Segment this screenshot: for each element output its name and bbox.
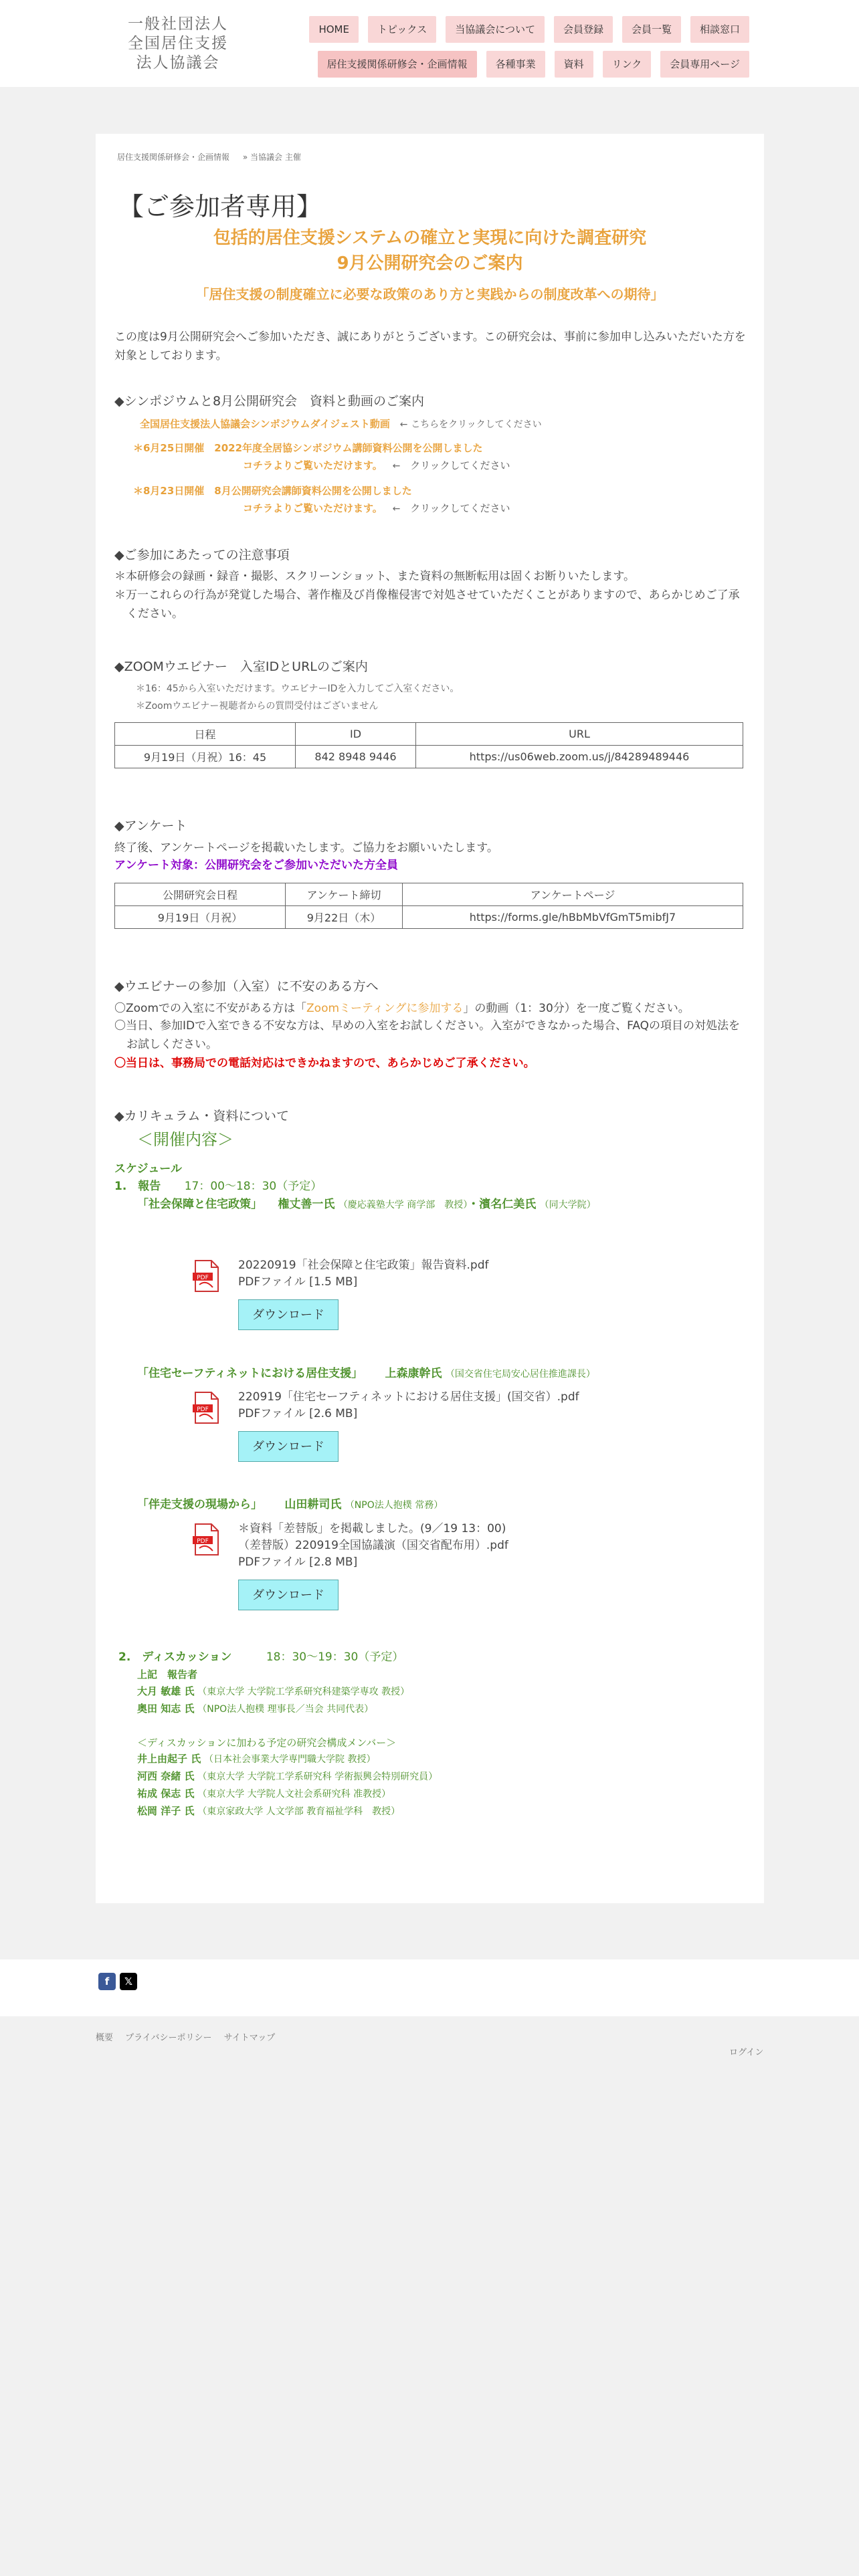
symposium-heading: ◆シンポジウムと8月公開研究会 資料と動画のご案内 bbox=[114, 394, 425, 409]
nav-seminars[interactable]: 居住支援関係研修会・企画情報 bbox=[318, 51, 477, 78]
symposium-item bbox=[140, 415, 775, 434]
member-name: 祐成 保志 氏 bbox=[137, 1788, 195, 1800]
pdf-file-icon bbox=[191, 1259, 221, 1293]
talk-1-header bbox=[137, 1195, 773, 1214]
discussion-time: 18：30〜19：30（予定） bbox=[266, 1650, 404, 1664]
separator: ・ bbox=[468, 1198, 480, 1211]
file-name-link[interactable]: 20220919「社会保障と住宅政策」報告資料.pdf bbox=[238, 1259, 489, 1272]
report-time: 17：00〜18：30（予定） bbox=[184, 1180, 322, 1193]
participant-affiliation: （NPO法人抱樸 理事長／当会 共同代表） bbox=[197, 1704, 374, 1715]
main-content bbox=[96, 134, 764, 1903]
member bbox=[137, 1786, 773, 1803]
table-header-row bbox=[115, 723, 743, 746]
curriculum-heading: ◆カリキュラム・資料について bbox=[114, 1109, 290, 1123]
member-name: 松岡 洋子 氏 bbox=[137, 1805, 195, 1817]
content-title: ＜開催内容＞ bbox=[137, 1130, 233, 1149]
talk-3-header bbox=[137, 1495, 773, 1515]
table-header: アンケート締切 bbox=[286, 883, 403, 906]
schedule-label: スケジュール bbox=[114, 1162, 182, 1176]
speaker-affiliation: （NPO法人抱樸 常務） bbox=[345, 1500, 444, 1511]
footer-links bbox=[96, 2030, 284, 2043]
footer-link-overview[interactable]: 概要 bbox=[96, 2033, 114, 2043]
page-title: 【ご参加者専用】 bbox=[118, 192, 322, 221]
participant bbox=[137, 1701, 773, 1718]
member-affiliation: （東京家政大学 人文学部 教育福祉学科 教授） bbox=[197, 1806, 401, 1817]
member bbox=[137, 1803, 773, 1820]
breadcrumb-item[interactable]: » 当協議会 主催 bbox=[242, 152, 301, 162]
file-size: PDFファイル [1.5 MB] bbox=[238, 1275, 358, 1289]
nav-member-registration[interactable]: 会員登録 bbox=[554, 16, 613, 43]
file-size: PDFファイル [2.6 MB] bbox=[238, 1407, 358, 1420]
nav-projects[interactable]: 各種事業 bbox=[486, 51, 545, 78]
notice-line: ＊本研修会の録画・録音・撮影、スクリーンショット、また資料の無断転用は固くお断りいたします。 bbox=[114, 570, 636, 583]
link-note: クリックしてください bbox=[410, 502, 510, 514]
anxiety-line bbox=[114, 999, 750, 1018]
pdf-file-icon bbox=[191, 1523, 221, 1556]
participant-affiliation: （東京大学 大学院工学系研究科建築学専攻 教授） bbox=[197, 1687, 410, 1697]
survey-heading: ◆アンケート bbox=[114, 819, 187, 833]
notice-line: ＊万一これらの行為が発覚した場合、著作権及び肖像権侵害で対処させていただくことがありますので、あらかじめご了承ください。 bbox=[114, 588, 740, 621]
member bbox=[137, 1751, 773, 1768]
arrow-icon: ← bbox=[392, 504, 401, 514]
symposium-item bbox=[243, 499, 859, 518]
symposium-item bbox=[133, 439, 769, 457]
site-logo[interactable] bbox=[124, 15, 231, 73]
nav-topics[interactable]: トピックス bbox=[368, 16, 436, 43]
member-name: 井上由起子 氏 bbox=[137, 1753, 201, 1765]
footer-link-privacy[interactable]: プライバシーポリシー bbox=[125, 2033, 212, 2043]
table-header-row bbox=[115, 883, 743, 906]
zoom-heading: ◆ZOOMウエビナー 入室IDとURLのご案内 bbox=[114, 659, 368, 674]
zoom-table bbox=[114, 722, 743, 768]
notice-heading: ◆ご参加にあたっての注意事項 bbox=[114, 548, 290, 562]
nav-members-only[interactable]: 会員専用ページ bbox=[660, 51, 749, 78]
symposium-item-title: ＊8月23日開催 8月公開研究会講師資料公開を公開しました bbox=[133, 485, 412, 497]
nav-consultation[interactable]: 相談窓口 bbox=[690, 16, 749, 43]
anxiety-warning: 〇当日は、事務局での電話対応はできかねますので、あらかじめご了承ください。 bbox=[114, 1057, 535, 1070]
breadcrumb bbox=[117, 151, 312, 163]
speaker-name: 上森康幹氏 bbox=[385, 1367, 442, 1380]
talk-2-header bbox=[137, 1364, 773, 1384]
members-heading: ＜ディスカッションに加わる予定の研究会構成メンバー＞ bbox=[137, 1737, 397, 1749]
speaker-affiliation: （同大学院） bbox=[539, 1200, 596, 1210]
arrow-icon: ← bbox=[399, 419, 408, 430]
event-theme: 「居住支援の制度確立に必要な政策のあり方と実践からの制度改革への期待」 bbox=[195, 286, 664, 302]
logo-line: 全国居住支援 bbox=[128, 35, 228, 52]
symposium-item bbox=[133, 481, 769, 500]
x-icon[interactable]: 𝕏 bbox=[120, 1973, 137, 1990]
file-name-link[interactable]: （差替版）220919全国協議演（国交省配布用）.pdf bbox=[238, 1539, 508, 1552]
download-button[interactable]: ダウンロード bbox=[238, 1580, 339, 1610]
table-header: 公開研究会日程 bbox=[115, 883, 286, 906]
logo-line: 一般社団法人 bbox=[128, 15, 228, 33]
nav-materials[interactable]: 資料 bbox=[555, 51, 593, 78]
zoom-note: ＊Zoomウエビナー視聴者からの質問受付はございません bbox=[136, 701, 379, 712]
talk-title: 「社会保障と住宅政策」 bbox=[137, 1198, 262, 1211]
materials-link[interactable]: コチラよりご覧いただけます。 bbox=[243, 502, 383, 514]
breadcrumb-item[interactable]: 居住支援関係研修会・企画情報 bbox=[117, 152, 230, 162]
event-title: 9月公開研究会のご案内 bbox=[337, 253, 523, 274]
table-header: 日程 bbox=[115, 723, 296, 746]
link-note: クリックしてください bbox=[410, 459, 510, 471]
participant-name: 上記 報告者 bbox=[137, 1669, 198, 1681]
participant bbox=[137, 1683, 773, 1701]
file-name-link[interactable]: 220919「住宅セーフティネットにおける居住支援」(国交省）.pdf bbox=[238, 1390, 579, 1404]
discussion-label: 2. ディスカッション bbox=[118, 1650, 232, 1664]
member bbox=[137, 1768, 773, 1786]
speaker-name: 山田耕司氏 bbox=[284, 1498, 342, 1511]
participant-name: 大月 敏雄 氏 bbox=[137, 1685, 195, 1697]
svg-text:PDF: PDF bbox=[197, 1406, 209, 1413]
survey-deadline: 9月22日（木） bbox=[286, 906, 403, 929]
table-header: ID bbox=[296, 723, 416, 746]
download-button[interactable]: ダウンロード bbox=[238, 1299, 339, 1330]
site-header bbox=[0, 0, 859, 87]
anxiety-line: 〇当日、参加IDで入室できる不安な方は、早めの入室をお試しください。入室ができなかった場合、FAQの項目の対処法をお試しください。 bbox=[114, 1019, 741, 1051]
member-name: 河西 奈緒 氏 bbox=[137, 1770, 195, 1782]
text: 」の動画（1：30分）を一度ご覧ください。 bbox=[463, 1002, 690, 1015]
member-affiliation: （東京大学 大学院人文社会系研究科 准教授） bbox=[197, 1789, 391, 1800]
symposium-video-link[interactable]: 全国居住支援法人協議会シンポジウムダイジェスト動画 bbox=[140, 418, 390, 430]
svg-text:PDF: PDF bbox=[197, 1538, 209, 1545]
speaker-affiliation: （国交省住宅局安心居住推進課長） bbox=[445, 1369, 595, 1380]
svg-text:PDF: PDF bbox=[197, 1275, 209, 1281]
intro-text: この度は9月公開研究会へご参加いただき、誠にありがとうございます。この研究会は、事前に参加申し込みいただいた方を対象としております。 bbox=[114, 330, 746, 362]
nav-about[interactable]: 当協議会について bbox=[446, 16, 545, 43]
file-size: PDFファイル [2.8 MB] bbox=[238, 1555, 358, 1569]
text: 〇Zoomでの入室に不安がある方は「 bbox=[114, 1002, 307, 1015]
zoom-date: 9月19日（月祝）16：45 bbox=[115, 746, 296, 768]
zoom-id: 842 8948 9446 bbox=[296, 746, 416, 768]
file-note: ＊資料「差替版」を掲載しました。(9／19 13：00) bbox=[238, 1522, 506, 1535]
research-title: 包括的居住支援システムの確立と実現に向けた調査研究 bbox=[213, 228, 647, 248]
symposium-item bbox=[243, 456, 859, 475]
main-nav bbox=[288, 16, 749, 86]
file-info bbox=[238, 1389, 579, 1422]
participant bbox=[137, 1667, 773, 1683]
anxiety-heading: ◆ウエビナーの参加（入室）に不安のある方へ bbox=[114, 979, 379, 994]
speaker-affiliation: （慶応義塾大学 商学部 教授） bbox=[338, 1200, 468, 1210]
talk-title: 「伴走支援の現場から」 bbox=[137, 1498, 262, 1511]
speaker-name: 濱名仁美氏 bbox=[479, 1198, 537, 1211]
zoom-join-video-link[interactable]: Zoomミーティングに参加する bbox=[306, 1002, 464, 1015]
symposium-item-title: ＊6月25日開催 2022年度全居協シンポジウム講師資料公開を公開しました bbox=[133, 442, 483, 454]
survey-table bbox=[114, 883, 743, 929]
file-info bbox=[238, 1257, 489, 1291]
report-line bbox=[114, 1177, 750, 1196]
table-header: URL bbox=[416, 723, 743, 746]
participant-name: 奥田 知志 氏 bbox=[137, 1703, 195, 1715]
arrow-icon: ← bbox=[392, 461, 401, 471]
survey-date: 9月19日（月祝） bbox=[115, 906, 286, 929]
footer-link-sitemap[interactable]: サイトマップ bbox=[223, 2033, 276, 2043]
file-info bbox=[238, 1521, 508, 1571]
survey-text: 終了後、アンケートページを掲載いたします。ご協力をお願いいたします。 bbox=[114, 841, 498, 855]
table-row bbox=[115, 906, 743, 929]
table-row bbox=[115, 746, 743, 768]
speaker-name: 権丈善一氏 bbox=[278, 1198, 335, 1211]
survey-target: アンケート対象：公開研究会をご参加いただいた方全員 bbox=[114, 859, 398, 872]
table-header: アンケートページ bbox=[403, 883, 743, 906]
nav-member-list[interactable]: 会員一覧 bbox=[622, 16, 681, 43]
nav-links[interactable]: リンク bbox=[603, 51, 652, 78]
facebook-icon[interactable]: f bbox=[98, 1973, 116, 1990]
survey-url-link[interactable]: https://forms.gle/hBbMbVfGmT5mibfJ7 bbox=[403, 906, 743, 929]
materials-link[interactable]: コチラよりご覧いただけます。 bbox=[243, 459, 383, 471]
talk-title: 「住宅セーフティネットにおける居住支援」 bbox=[137, 1367, 363, 1380]
member-affiliation: （東京大学 大学院工学系研究科 学術振興会特別研究員） bbox=[197, 1772, 438, 1782]
pdf-file-icon bbox=[191, 1391, 221, 1424]
zoom-url-link[interactable]: https://us06web.zoom.us/j/84289489446 bbox=[416, 746, 743, 768]
nav-home[interactable]: HOME bbox=[309, 16, 359, 43]
link-note: こちらをクリックしてください bbox=[411, 419, 542, 430]
member-affiliation: （日本社会事業大学専門職大学院 教授） bbox=[204, 1754, 376, 1765]
report-label: 1. 報告 bbox=[114, 1180, 161, 1193]
zoom-note: ＊16：45から入室いただけます。ウエビナーIDを入力してご入室ください。 bbox=[136, 683, 460, 694]
members-list bbox=[137, 1751, 773, 1820]
discussion-line bbox=[118, 1648, 754, 1667]
login-link[interactable]: ログイン bbox=[729, 2048, 764, 2058]
download-button[interactable]: ダウンロード bbox=[238, 1431, 339, 1462]
discussion-participants bbox=[137, 1667, 773, 1718]
logo-line: 法人協議会 bbox=[136, 54, 220, 72]
